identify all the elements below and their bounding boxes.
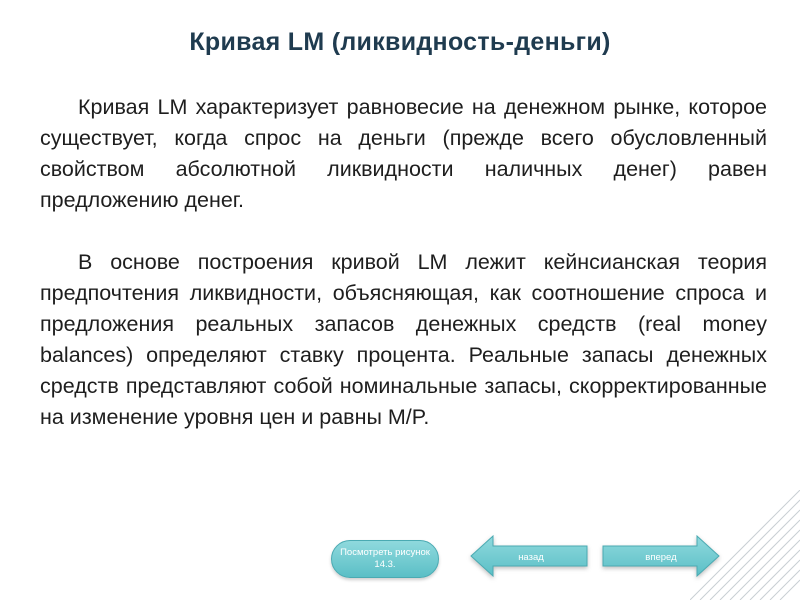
back-button[interactable] bbox=[469, 534, 593, 580]
view-figure-label: Посмотреть рисунок 14.3. bbox=[340, 547, 430, 570]
back-label: назад bbox=[518, 551, 544, 563]
slide-title: Кривая LM (ликвидность-деньги) bbox=[189, 28, 611, 56]
paragraph-lm-definition: Кривая LM характеризует равновесие на денежном рынке, которое существует, когда спрос на деньги (прежде всего обусловленный свойством абсолютной ликвидности наличных денег) равен предложению денег. bbox=[40, 95, 767, 212]
slide-body bbox=[40, 92, 767, 433]
paragraph-keynesian-theory: В основе построения кривой LM лежит кейнсианская теория предпочтения ликвидности, объясняющая, как соотношение спроса и предложения реальных запасов денежных средств (real money balances) определяют ставку процента. Реальные запасы денежных средств представляют собой номинальные запасы, скорректированные на изменение уровня цен и равны M/P. bbox=[40, 250, 767, 429]
forward-label: вперед bbox=[645, 551, 677, 563]
forward-button[interactable] bbox=[599, 534, 723, 580]
view-figure-button[interactable] bbox=[331, 540, 439, 578]
